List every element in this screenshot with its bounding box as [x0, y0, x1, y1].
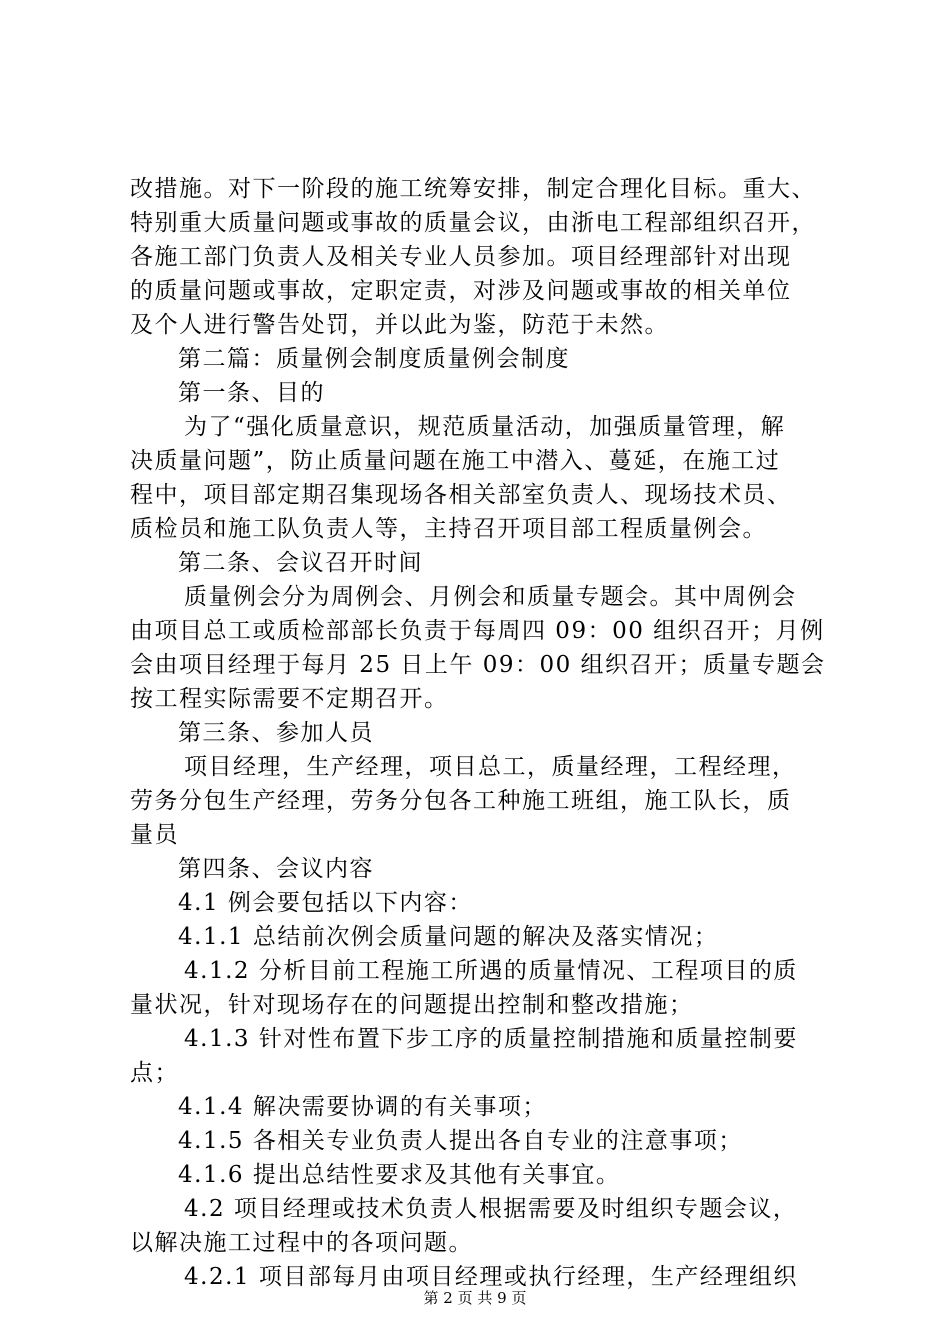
text-line: 量员	[130, 822, 179, 848]
text-line: 4.2.1 项目部每月由项目经理或执行经理，生产经理组织	[184, 1264, 798, 1290]
text-line: 由项目总工或质检部部长负责于每周四 09：00 组织召开；月例	[130, 618, 825, 644]
text-line: 按工程实际需要不定期召开。	[130, 686, 449, 712]
text-line: 4.1.4 解决需要协调的有关事项；	[178, 1094, 547, 1120]
text-line: 4.1.2 分析目前工程施工所遇的质量情况、工程项目的质	[184, 958, 798, 984]
text-line: 程中，项目部定期召集现场各相关部室负责人、现场技术员、	[130, 482, 792, 508]
text-line: 及个人进行警告处罚，并以此为鉴，防范于未然。	[130, 312, 669, 338]
text-line: 4.1 例会要包括以下内容：	[178, 890, 473, 916]
article-heading: 第一条、目的	[178, 380, 325, 406]
article-heading: 第二条、会议召开时间	[178, 550, 423, 576]
article-heading: 第四条、会议内容	[178, 856, 374, 882]
text-line: 为了“强化质量意识，规范质量活动，加强质量管理，解	[184, 414, 786, 440]
text-line: 改措施。对下一阶段的施工统筹安排，制定合理化目标。重大、	[130, 176, 816, 202]
text-line: 决质量问题”，防止质量问题在施工中潜入、蔓延，在施工过	[130, 448, 781, 474]
text-line: 特别重大质量问题或事故的质量会议，由浙电工程部组织召开，	[130, 210, 816, 236]
text-line: 4.1.3 针对性布置下步工序的质量控制措施和质量控制要	[184, 1026, 798, 1052]
article-heading: 第三条、参加人员	[178, 720, 374, 746]
text-line: 会由项目经理于每月 25 日上午 09：00 组织召开；质量专题会	[130, 652, 826, 678]
text-line: 4.1.5 各相关专业负责人提出各自专业的注意事项；	[178, 1128, 743, 1154]
text-line: 4.1.1 总结前次例会质量问题的解决及落实情况；	[178, 924, 719, 950]
text-line: 质量例会分为周例会、月例会和质量专题会。其中周例会	[184, 584, 797, 610]
text-line: 项目经理，生产经理，项目总工，质量经理，工程经理，	[184, 754, 797, 780]
text-line: 以解决施工过程中的各项问题。	[130, 1230, 473, 1256]
text-line: 劳务分包生产经理，劳务分包各工种施工班组，施工队长，质	[130, 788, 792, 814]
text-line: 质检员和施工队负责人等，主持召开项目部工程质量例会。	[130, 516, 767, 542]
text-line: 的质量问题或事故，定职定责，对涉及问题或事故的相关单位	[130, 278, 792, 304]
text-line: 各施工部门负责人及相关专业人员参加。项目经理部针对出现	[130, 244, 792, 270]
section-heading: 第二篇：质量例会制度质量例会制度	[178, 346, 570, 372]
text-line: 4.2 项目经理或技术负责人根据需要及时组织专题会议，	[184, 1196, 798, 1222]
text-line: 量状况，针对现场存在的问题提出控制和整改措施；	[130, 992, 694, 1018]
page-number-footer: 第 2 页 共 9 页	[423, 1289, 527, 1307]
text-line: 点；	[130, 1060, 179, 1086]
text-line: 4.1.6 提出总结性要求及其他有关事宜。	[178, 1162, 621, 1188]
document-body	[130, 172, 830, 1294]
